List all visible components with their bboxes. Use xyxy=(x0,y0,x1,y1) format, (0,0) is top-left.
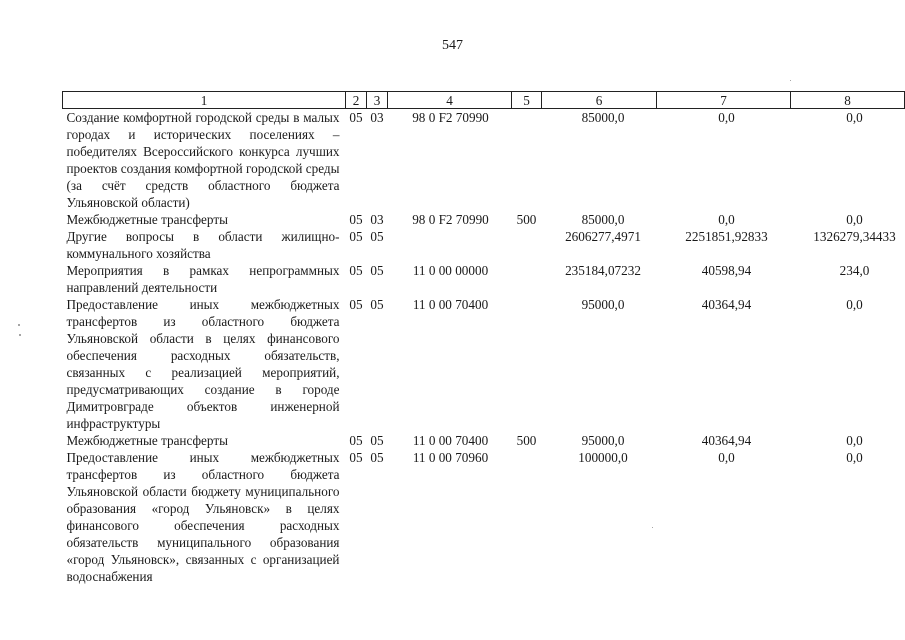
row-subsection-cell: 05 xyxy=(370,229,384,244)
header-col-5: 5 xyxy=(512,92,542,109)
header-col-2: 2 xyxy=(346,92,367,109)
row-name-cell: Межбюджетные трансферты xyxy=(66,433,228,448)
row-amount-col8-cell: 0,0 xyxy=(846,433,863,448)
table-row xyxy=(63,109,905,212)
row-amount-col7-cell: 40364,94 xyxy=(701,297,752,312)
row-expense-type-cell xyxy=(512,262,542,296)
header-col-4: 4 xyxy=(388,92,512,109)
row-expense-type-cell: 500 xyxy=(516,433,537,448)
scan-speck xyxy=(790,80,791,81)
header-col-3: 3 xyxy=(367,92,388,109)
row-subsection-cell: 05 xyxy=(370,450,384,465)
row-amount-col7-cell: 40598,94 xyxy=(701,263,752,278)
row-name-cell: Другие вопросы в области жилищно-коммунального хозяйства xyxy=(66,229,340,261)
header-col-8: 8 xyxy=(791,92,905,109)
row-section-cell: 05 xyxy=(349,297,363,312)
row-expense-type-cell xyxy=(512,228,542,262)
row-name-cell: Предоставление иных межбюджетных трансфертов из областного бюджета Ульяновской области в целях финансового обеспечения расходных обязательств, связанных с реализацией мероприятий, предусматривающих создание в городе Димитровграде объектов инженерной инфраструктуры xyxy=(66,297,340,431)
row-section-cell: 05 xyxy=(349,433,363,448)
row-target-article-cell: 11 0 00 00000 xyxy=(412,263,489,278)
row-amount-col6-cell: 2606277,4971 xyxy=(565,229,641,244)
table-body xyxy=(63,109,905,586)
row-section-cell: 05 xyxy=(349,229,363,244)
row-amount-col6-cell: 235184,07232 xyxy=(565,263,641,278)
table-row xyxy=(63,432,905,449)
table-row xyxy=(63,449,905,585)
row-section-cell: 05 xyxy=(349,263,363,278)
row-name-cell: Создание комфортной городской среды в малых городах и исторических поселениях – победителях Всероссийского конкурса лучших проектов создания комфортной городской среды (за счёт средств областного бюджета Ульяновской области) xyxy=(66,110,340,210)
row-amount-col8-cell: 1326279,34433 xyxy=(813,229,896,244)
row-amount-col7-cell: 0,0 xyxy=(718,110,735,125)
table-row xyxy=(63,228,905,262)
row-amount-col7-cell: 40364,94 xyxy=(701,433,752,448)
row-expense-type-cell xyxy=(512,109,542,212)
row-expense-type-cell xyxy=(512,449,542,585)
row-target-article-cell: 11 0 00 70400 xyxy=(412,297,489,312)
row-name-cell: Мероприятия в рамках непрограммных направлений деятельности xyxy=(66,263,340,295)
table-row xyxy=(63,262,905,296)
row-amount-col7-cell: 0,0 xyxy=(718,450,735,465)
scan-speck xyxy=(18,324,20,326)
row-target-article-cell: 98 0 F2 70990 xyxy=(412,212,489,227)
row-target-article-cell xyxy=(388,228,512,262)
row-subsection-cell: 03 xyxy=(370,212,384,227)
row-subsection-cell: 05 xyxy=(370,433,384,448)
row-target-article-cell: 11 0 00 70400 xyxy=(412,433,489,448)
row-subsection-cell: 03 xyxy=(370,110,384,125)
row-amount-col8-cell: 0,0 xyxy=(846,110,863,125)
row-expense-type-cell xyxy=(512,296,542,432)
row-section-cell: 05 xyxy=(349,110,363,125)
header-col-1: 1 xyxy=(63,92,346,109)
row-target-article-cell: 98 0 F2 70990 xyxy=(412,110,489,125)
row-expense-type-cell: 500 xyxy=(516,212,537,227)
budget-table xyxy=(62,91,905,585)
row-section-cell: 05 xyxy=(349,212,363,227)
row-name-cell: Предоставление иных межбюджетных трансфертов из областного бюджета Ульяновской области бюджету муниципального образования «город Ульяновск» в целях финансового обеспечения расходных обязательств муниципального образования «город Ульяновск», связанных с организацией водоснабжения xyxy=(66,450,340,584)
row-amount-col6-cell: 95000,0 xyxy=(581,433,625,448)
header-col-6: 6 xyxy=(542,92,657,109)
scan-speck xyxy=(19,334,21,336)
page-number: 547 xyxy=(442,38,463,53)
row-subsection-cell: 05 xyxy=(370,297,384,312)
row-amount-col8-cell: 0,0 xyxy=(846,297,863,312)
row-amount-col6-cell: 95000,0 xyxy=(581,297,625,312)
row-target-article-cell: 11 0 00 70960 xyxy=(412,450,489,465)
row-amount-col6-cell: 85000,0 xyxy=(581,212,625,227)
scan-speck xyxy=(652,527,653,528)
row-amount-col6-cell: 100000,0 xyxy=(578,450,628,465)
row-amount-col8-cell: 0,0 xyxy=(846,450,863,465)
table-header xyxy=(63,92,905,109)
row-amount-col6-cell: 85000,0 xyxy=(581,110,625,125)
row-amount-col7-cell: 0,0 xyxy=(718,212,735,227)
header-col-7: 7 xyxy=(657,92,791,109)
table-row xyxy=(63,211,905,228)
row-amount-col8-cell: 234,0 xyxy=(839,263,870,278)
row-name-cell: Межбюджетные трансферты xyxy=(66,212,228,227)
row-amount-col8-cell: 0,0 xyxy=(846,212,863,227)
row-amount-col7-cell: 2251851,92833 xyxy=(685,229,768,244)
row-subsection-cell: 05 xyxy=(370,263,384,278)
row-section-cell: 05 xyxy=(349,450,363,465)
table-row xyxy=(63,296,905,432)
